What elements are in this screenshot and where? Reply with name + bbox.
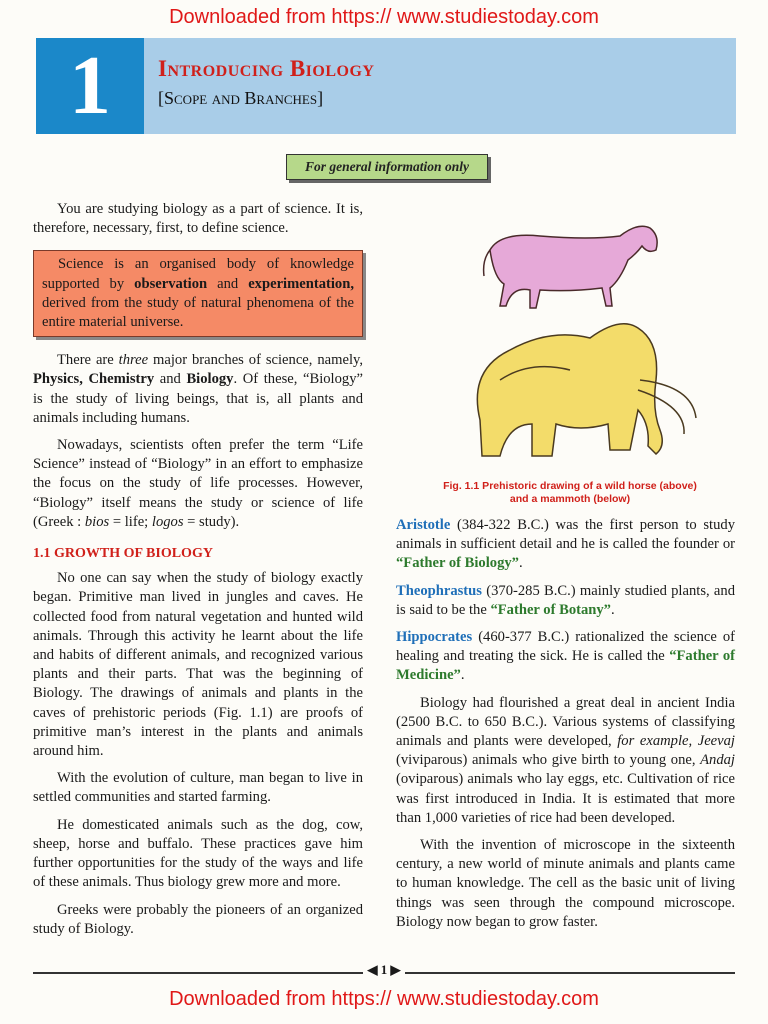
title-band (144, 38, 736, 134)
text: (viviparous) animals who give birth to young one, (396, 752, 701, 769)
paragraph: Greeks were probably the pioneers of an organized study of Biology. (33, 901, 363, 937)
text: (384-322 B.C.) was the first person to study animals in sufficient detail and he is called the founder or (396, 517, 735, 553)
bold-term: Biology (186, 371, 234, 388)
right-column (396, 516, 735, 940)
left-column (33, 200, 363, 947)
paragraph: You are studying biology as a part of science. It is, therefore, necessary, first, to define science. (33, 201, 363, 237)
text: = life; (109, 513, 152, 530)
paragraph (33, 351, 363, 428)
paragraph: Aristotle (384-322 B.C.) was the first person to study animals in sufficient detail and he is called the founder or “Father of Biology”. (396, 517, 735, 572)
caption-line: and a mammoth (below) (509, 493, 631, 505)
prehistoric-animals-figure (460, 210, 700, 480)
person-name: Hippocrates (396, 629, 473, 646)
download-banner-bottom[interactable]: Downloaded from https:// www.studiestoday.com (169, 988, 599, 1010)
text: There are (57, 352, 119, 369)
title-term: “Father of Botany” (490, 601, 611, 618)
text: and (207, 275, 249, 292)
text: Biology had flourished a great deal in ancient India (2500 B.C. to 650 B.C.). Various systems of classifying animals and plants were developed, (396, 694, 735, 750)
text: major branches of science, namely, (148, 352, 363, 369)
general-info-label: For general information only (286, 154, 488, 180)
bold-term: experimentation, (248, 275, 354, 292)
paragraph: Theophrastus (370-285 B.C.) mainly studied plants, and is said to be the “Father of Botany”. (396, 582, 735, 618)
paragraph (33, 436, 363, 532)
italic-term: bios (84, 513, 110, 530)
person-name: Theophrastus (396, 582, 482, 599)
paragraph: Hippocrates (460-377 B.C.) rationalized the science of healing and treating the sick. He is called the “Father of Medicine”. (396, 629, 736, 684)
horse-drawing (484, 226, 658, 308)
chapter-number: 1 (69, 39, 111, 132)
download-banner-top[interactable]: Downloaded from https:// www.studiestoday.com (169, 6, 599, 28)
text: . Of these, “Biology” is the study of living beings, that is, all plants and animals including humans. (33, 371, 363, 426)
figure-caption (410, 480, 730, 506)
mammoth-drawing (477, 324, 696, 456)
paragraph: He domesticated animals such as the dog, cow, sheep, horse and buffalo. These practices gave him further opportunities for the study of the ways and life of these animals. Thus biology grew more and more. (33, 816, 363, 891)
italic-term: logos (151, 513, 184, 530)
text: = study). (183, 513, 240, 530)
person-name: Aristotle (396, 517, 451, 533)
footer-rule-left (33, 972, 363, 974)
paragraph (396, 694, 735, 828)
paragraph: With the evolution of culture, man began to live in settled communities and started farming. (33, 770, 363, 806)
bold-term: Physics, Chemistry (33, 371, 155, 388)
italic-term: for example, Jeevaj (617, 733, 735, 750)
paragraph: No one can say when the study of biology exactly began. Primitive man lived in jungles and caves. He collected food from natural vegetation and hunted wild animals. Through this activity he learnt about the life and habits of different animals, and recognized various plants and their parts. That was the beginning of Biology. The drawings of animals and plants in the caves of prehistoric periods (Fig. 1.1) are proofs of primitive man’s interest in the plants and animals around him. (33, 570, 363, 760)
text: (370-285 B.C.) mainly studied plants, and is said to be the (396, 582, 735, 618)
text: and (154, 371, 187, 388)
science-definition-box (33, 250, 363, 337)
title-term: “Father of Medicine” (396, 648, 736, 684)
caption-line: Fig. 1.1 Prehistoric drawing of a wild horse (above) (443, 480, 697, 492)
page-number: ◀ 1 ▶ (367, 962, 401, 977)
title-term: “Father of Biology” (396, 555, 519, 572)
section-heading: 1.1 GROWTH OF BIOLOGY (33, 546, 213, 562)
text: Nowadays, scientists often prefer the term “Life Science” instead of “Biology” in an effort to emphasize the focus on the study of life processes. However, “Biology” itself means the study or science of life (Greek : (33, 437, 363, 530)
text: (460-377 B.C.) rationalized the science of healing and treating the sick. He is called the (396, 629, 735, 665)
paragraph: With the invention of microscope in the sixteenth century, a new world of minute animals and plants came to human knowledge. The cell as the basic unit of living things was seen through the compound microscope. Biology now began to grow faster. (396, 837, 735, 930)
text: (oviparous) animals who lay eggs, etc. Cultivation of rice was first introduced in India. It is estimated that more than 1,000 varieties of rice had been developed. (396, 771, 735, 826)
bold-term: observation (134, 275, 208, 292)
chapter-title: Introducing Biology (158, 56, 375, 81)
text: derived from the study of natural phenomena of the entire material universe. (42, 294, 354, 331)
italic-term: Andaj (700, 752, 735, 769)
italic-term: three (118, 352, 149, 369)
footer-rule-right (405, 972, 735, 974)
text: Science is an organised body of knowledge supported by (42, 256, 354, 292)
chapter-subtitle: [Scope and Branches] (158, 88, 324, 108)
page-number-value: 1 (380, 962, 388, 977)
